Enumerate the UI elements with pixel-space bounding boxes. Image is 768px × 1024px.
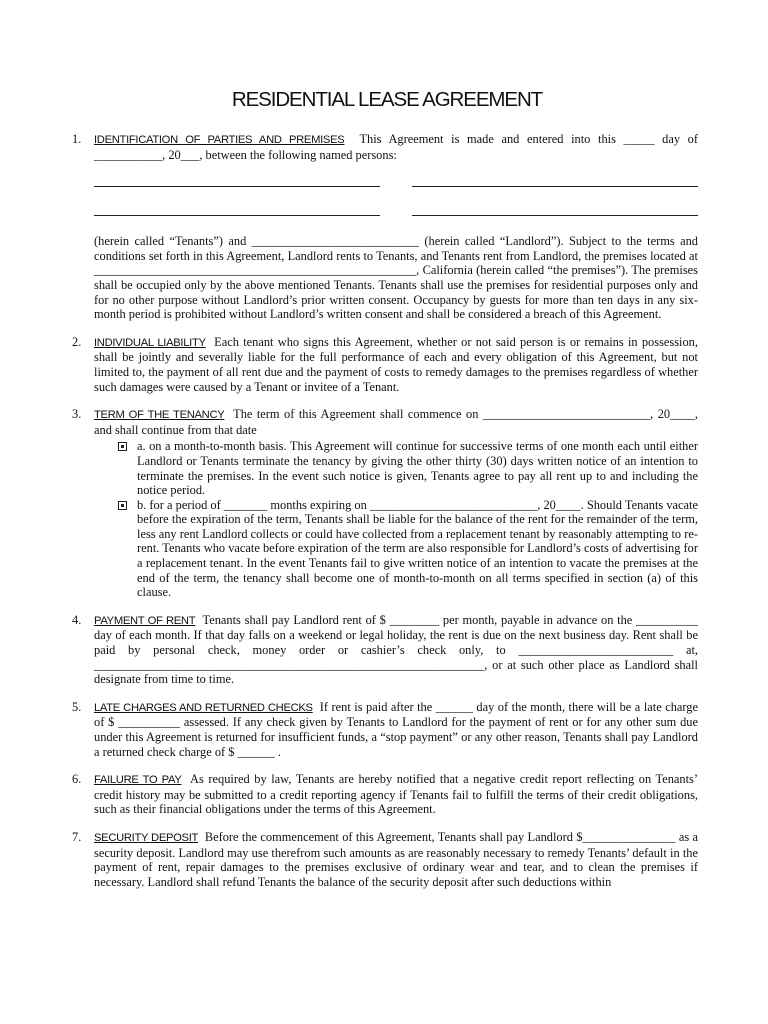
section-body — [94, 772, 698, 817]
section-text: If rent is paid after the ______ day of the month, there will be a late charge of $ __________ assessed. If any check given by Tenants to Landlord for the payment of rent or for any other sum due under this Agreement is returned for insufficient funds, a “stop payment” or any other reason, Tenants shall pay Landlord a returned check charge of $ ______ . — [94, 699, 698, 759]
term-options — [94, 439, 698, 600]
section-body — [94, 700, 698, 759]
checkbox-icon[interactable] — [118, 442, 127, 451]
section-heading: INDIVIDUAL LIABILITY — [94, 336, 206, 349]
section-number: 5. — [72, 699, 82, 714]
section-text: (herein called “Tenants”) and ___________________________ (herein called “Landlord”). Subject to the terms and conditions set forth in this Agreement, Landlord rents to Tenants, and Tenants rent from Landlord, the premises located at ____________________________________________________, California (herein called “the premises”). The premises shall be occupied only by the above mentioned Tenants. Tenants shall use the premises for residential purposes only and for no other purpose without Landlord’s prior written consent. Occupancy by guests for more than ten days in any six-month period is prohibited without Landlord’s written consent and shall be considered a breach of this Agreement. — [94, 234, 698, 322]
tenant-name-line[interactable] — [94, 205, 380, 216]
term-option-fixed-period — [94, 498, 698, 600]
section-number: 2. — [72, 334, 82, 349]
tenant-name-lines — [94, 176, 698, 216]
section-number: 7. — [72, 829, 82, 844]
section-number: 4. — [72, 612, 82, 627]
section-1 — [72, 132, 698, 322]
checkbox-icon[interactable] — [118, 501, 127, 510]
tenant-name-line[interactable] — [412, 176, 698, 187]
section-5 — [72, 700, 698, 759]
term-option-month-to-month — [94, 439, 698, 497]
section-body — [94, 132, 698, 322]
section-heading: LATE CHARGES AND RETURNED CHECKS — [94, 701, 313, 714]
section-body — [94, 613, 698, 687]
section-intro: This Agreement is made and entered into this _____ day of ___________, 20___, between the following named persons: — [94, 132, 698, 162]
section-heading: IDENTIFICATION OF PARTIES AND PREMISES — [94, 134, 345, 146]
tenant-name-line[interactable] — [94, 176, 380, 187]
section-number: 1. — [72, 132, 82, 146]
section-7 — [72, 830, 698, 889]
section-body — [94, 335, 698, 394]
section-number: 3. — [72, 407, 82, 422]
document-title: RESIDENTIAL LEASE AGREEMENT — [231, 88, 543, 111]
section-text: Before the commencement of this Agreement, Tenants shall pay Landlord $_______________ as a security deposit. Landlord may use therefrom such amounts as are reasonably necessary to remedy Tenants’ default in the payment of rent, repair damages to the premises exclusive of ordinary wear and tear, and to clean the premises if necessary. Landlord shall refund Tenants the balance of the security deposit after such deductions within — [94, 829, 699, 889]
section-body — [94, 830, 698, 889]
section-text: Tenants shall pay Landlord rent of $ ________ per month, payable in advance on the __________ day of each month. If that day falls on a weekend or legal holiday, the rent is due on the next business day. Rent shall be paid by personal check, money order or cashier’s check only, to _________________________ at, _______________________________________________________________, or at such other place as Landlord shall designate from time to time. — [94, 612, 698, 687]
section-body — [94, 407, 698, 600]
section-text: As required by law, Tenants are hereby notified that a negative credit report reflecting on Tenants’ credit history may be submitted to a credit reporting agency if Tenants fail to fulfill the terms of their credit obligations, such as their financial obligations under the terms of this Agreement. — [94, 772, 699, 817]
section-heading: TERM OF THE TENANCY — [94, 409, 225, 422]
section-heading: FAILURE TO PAY — [94, 774, 182, 787]
option-text: b. for a period of _______ months expiring on ___________________________, 20____. Should Tenants vacate before the expiration of the term, Tenants shall be liable for the balance of the rent for the remainder of the term, less any rent Landlord collects or could have collected from a replacement tenant by reasonably attempting to re-rent. Tenants who vacate before expiration of the term are also responsible for Landlord’s costs of advertising for a replacement tenant. In the event Tenants fail to give written notice of an intention to vacate the premises at the end of the term, the tenancy shall become one of month-to-month on all terms specified in section (a) of this clause. — [137, 497, 698, 600]
option-text: a. on a month-to-month basis. This Agreement will continue for successive terms of one month each until either Landlord or Tenants terminate the tenancy by giving the other thirty (30) days written notice of an intention to terminate the premises. In the event such notice is given, Tenants agree to pay all rent up to and including the notice period. — [137, 439, 698, 498]
section-text: Each tenant who signs this Agreement, whether or not said person is or remains in possession, shall be jointly and severally liable for the full performance of each and every obligation of this Agreement, but not limited to, the payment of all rent due and the payment of costs to remedy damages to the premises regardless of whether such damages were caused by a Tenant or invitee of a Tenant. — [94, 334, 698, 394]
section-heading: SECURITY DEPOSIT — [94, 831, 199, 844]
section-number: 6. — [72, 772, 82, 787]
section-2 — [72, 335, 698, 394]
section-6 — [72, 772, 698, 817]
section-heading: PAYMENT OF RENT — [94, 614, 196, 627]
section-4 — [72, 613, 698, 687]
section-text: The term of this Agreement shall commence on ___________________________, 20____, and shall continue from that date — [94, 407, 698, 437]
section-3 — [72, 407, 698, 600]
tenant-name-line[interactable] — [412, 205, 698, 216]
